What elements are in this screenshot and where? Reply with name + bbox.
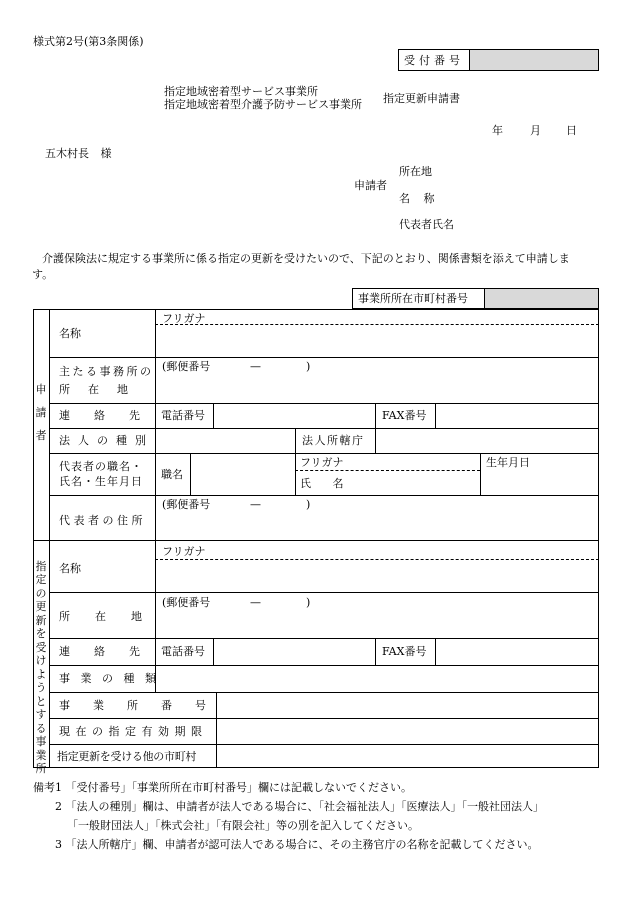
- applicant-name-field[interactable]: [156, 325, 598, 356]
- office-address-field[interactable]: [156, 375, 598, 402]
- row-name-text: 名称: [59, 327, 81, 340]
- title-suffix: 指定更新申請書: [383, 92, 460, 105]
- section-applicant-label: 申請者: [35, 383, 47, 443]
- rep-furigana: フリガナ: [300, 456, 344, 469]
- valid-period-field[interactable]: [217, 719, 598, 743]
- office-furigana: フリガナ: [162, 545, 206, 558]
- rep-name-label: 氏 名: [300, 477, 344, 490]
- row2-business-type-label: 事業の種類: [59, 672, 167, 685]
- note-2a: 2 「法人の種別」欄は、申請者が法人である場合に、「社会福祉法人」「医療法人」「一般社団法人」: [55, 800, 544, 813]
- title-line1: 指定地域密着型サービス事業所: [164, 85, 318, 98]
- receipt-label: 受付番号: [404, 54, 464, 67]
- row-contact-text: 連絡先: [59, 409, 164, 422]
- office2-postal-label: (郵便番号: [162, 596, 211, 609]
- rep-postal-dash: —: [250, 498, 261, 511]
- applicant-fax-field[interactable]: [436, 404, 598, 427]
- section-office-label: 指定の更新を受けようとする事業所: [35, 560, 47, 776]
- corp-type-field[interactable]: [156, 429, 294, 452]
- business-type-field[interactable]: [156, 666, 598, 691]
- office-postal-close: ): [306, 360, 311, 373]
- other-muni-field[interactable]: [217, 745, 598, 767]
- intro-line1: 介護保険法に規定する事業所に係る指定の更新を受けたいので、下記のとおり、関係書類を添えて申請しま: [42, 252, 570, 265]
- row-office-address-2: [59, 384, 149, 395]
- date-year: 年: [492, 124, 503, 137]
- row2-valid-period-label: 現在の指定有効期限: [59, 725, 208, 738]
- rep-postal-close: ): [306, 498, 311, 511]
- applicant-furigana: フリガナ: [162, 312, 206, 325]
- row2-name-label: [59, 563, 149, 574]
- applicant-rep-label: 代表者氏名: [399, 218, 454, 231]
- row2-other-muni-label: 指定更新を受ける他の市町村: [57, 750, 197, 763]
- office-tel-label: 電話番号: [161, 645, 205, 658]
- row-corp-type-label: [59, 434, 154, 447]
- applicant-name-label: 名 称: [399, 192, 435, 205]
- office2-address-field[interactable]: [156, 610, 598, 637]
- office-fax-label: FAX番号: [382, 645, 427, 658]
- rep-title-label: 職名: [161, 468, 183, 481]
- row-office-address-1-text: 主たる事務所の: [59, 365, 154, 378]
- row2-name-text: 名称: [59, 562, 81, 575]
- authority-field[interactable]: [376, 429, 598, 452]
- office2-postal-dash: —: [250, 596, 261, 609]
- applicant-label: 申請者: [354, 179, 387, 192]
- receipt-number-field[interactable]: [470, 50, 598, 70]
- form-id: 様式第2号(第3条関係): [33, 35, 144, 48]
- applicant-tel-label: 電話番号: [161, 409, 205, 422]
- note-3: 3 「法人所轄庁」欄、申請者が認可法人である場合に、その主務官庁の名称を記載してください。: [55, 838, 539, 851]
- row-rep-info-2: 氏名・生年月日: [59, 475, 143, 488]
- row2-office-number-label: 事業所番号: [59, 699, 229, 712]
- note-2b: 「一般財団法人」「株式会社」「有限会社」等の別を記入してください。: [67, 819, 419, 832]
- office-fax-field[interactable]: [436, 639, 598, 664]
- row-rep-address-label: 代表者の住所: [59, 514, 146, 527]
- row-office-address-1: [59, 365, 154, 378]
- date-day: 日: [566, 124, 577, 137]
- authority-label: 法人所轄庁: [302, 434, 365, 447]
- rep-address-field[interactable]: [156, 512, 598, 539]
- rep-postal-label: (郵便番号: [162, 498, 211, 511]
- addressee: 五木村長 様: [45, 147, 112, 160]
- rep-birthdate-label: 生年月日: [486, 456, 530, 469]
- applicant-tel-field[interactable]: [214, 404, 374, 427]
- row2-address-text: 所在地: [59, 610, 167, 623]
- applicant-address-label: 所在地: [399, 165, 432, 178]
- row-contact-label: [59, 409, 164, 422]
- row2-address-label: [59, 610, 167, 623]
- intro-line2: す。: [32, 268, 54, 281]
- muni-code-field[interactable]: [485, 289, 598, 308]
- office-postal-label: (郵便番号: [162, 360, 211, 373]
- office-name-field[interactable]: [156, 560, 598, 591]
- row-name-label: [59, 328, 149, 339]
- row-office-address-2-text: 所在地: [59, 383, 146, 396]
- row2-contact-label: [59, 645, 164, 658]
- office2-postal-close: ): [306, 596, 311, 609]
- muni-code-label: 事業所所在市町村番号: [358, 292, 468, 305]
- row-rep-info-1: 代表者の職名・: [59, 460, 143, 473]
- applicant-fax-label: FAX番号: [382, 409, 427, 422]
- date-month: 月: [530, 124, 541, 137]
- office-tel-field[interactable]: [214, 639, 374, 664]
- office-number-field[interactable]: [217, 693, 598, 717]
- row-corp-type-text: 法人の種別: [59, 434, 154, 447]
- note-1: 備考1 「受付番号」「事業所所在市町村番号」欄には記載しないでください。: [33, 781, 412, 794]
- office-postal-dash: —: [250, 360, 261, 373]
- row2-contact-text: 連絡先: [59, 645, 164, 658]
- title-line2: 指定地域密着型介護予防サービス事業所: [164, 98, 362, 111]
